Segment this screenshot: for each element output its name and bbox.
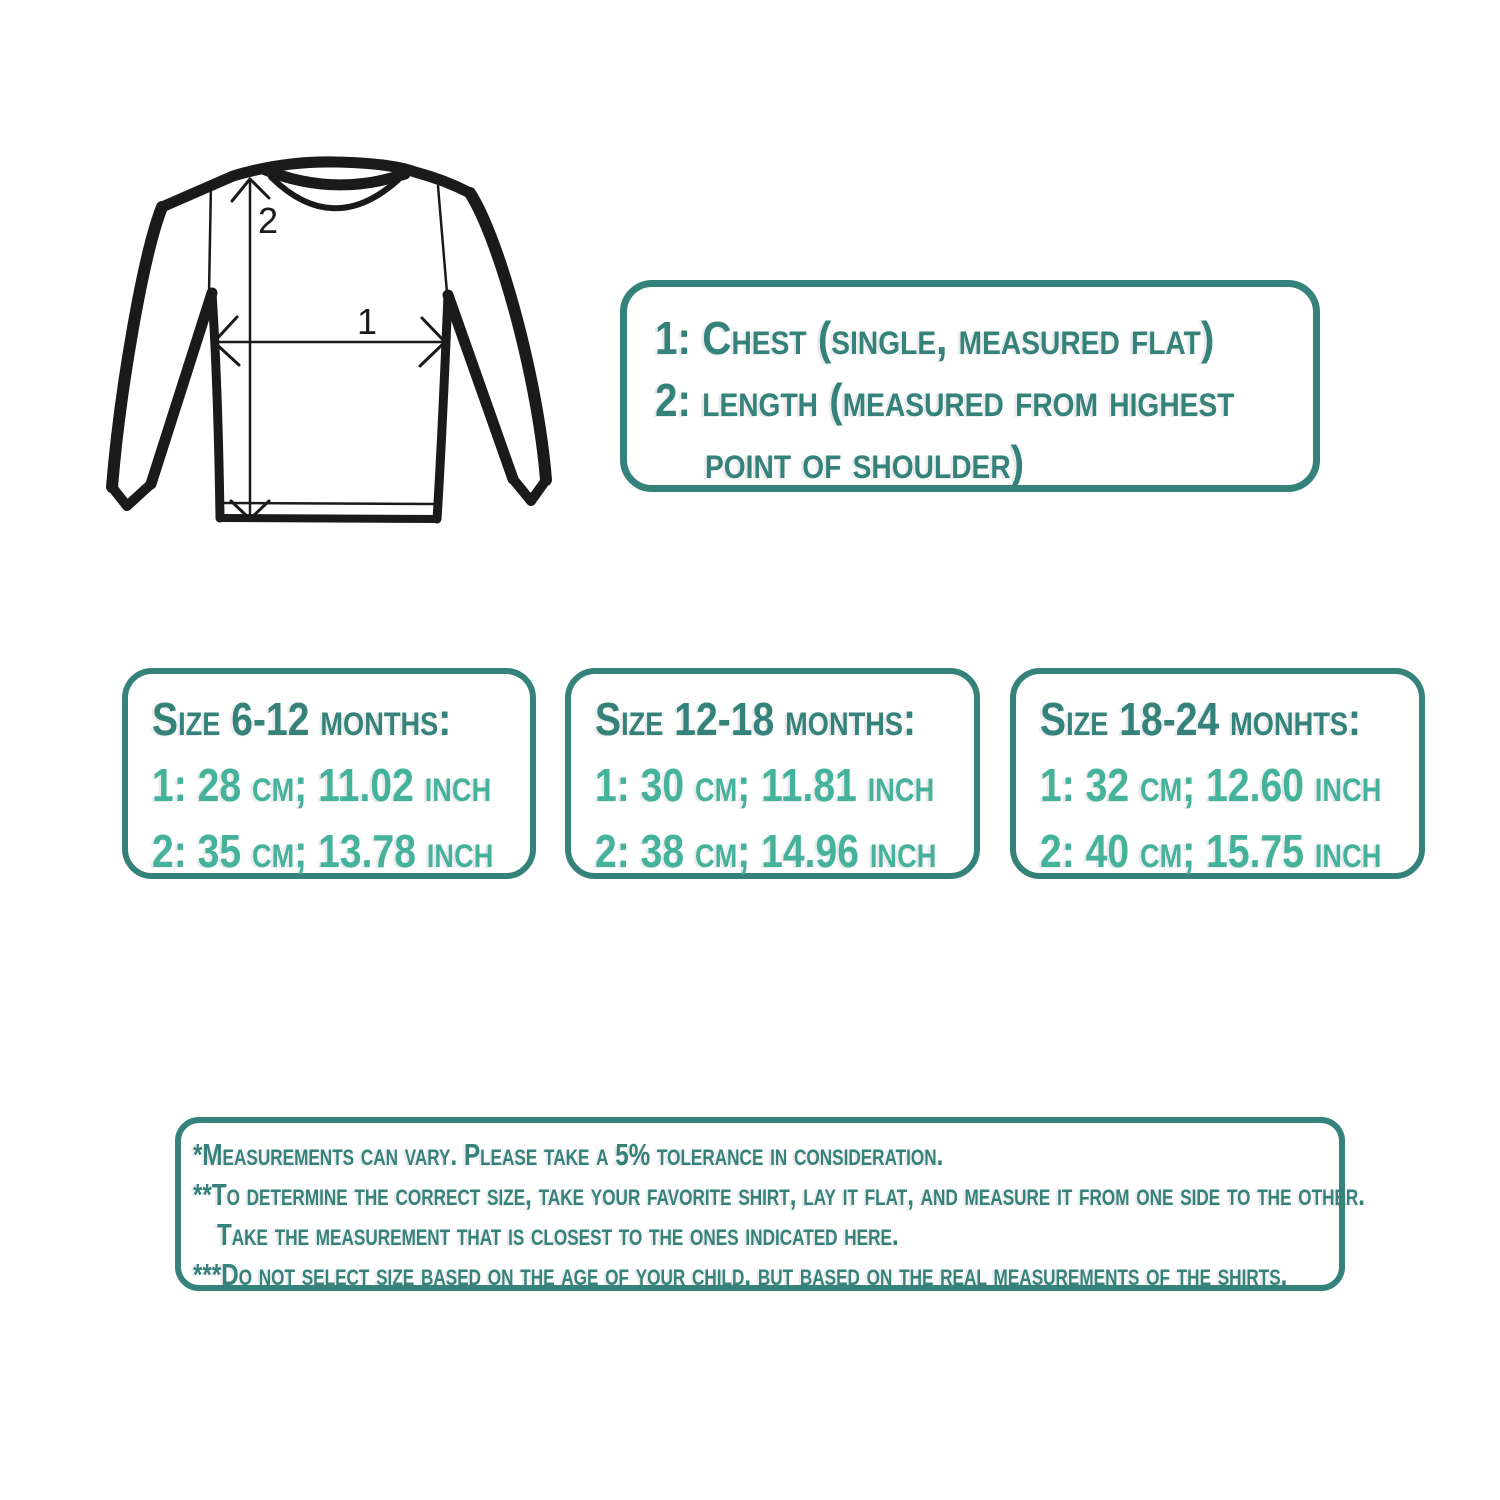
collar-neck-arc bbox=[263, 169, 405, 185]
body-right-edge bbox=[437, 295, 448, 519]
right-sleeve-inner-edge bbox=[448, 295, 513, 479]
left-sleeve-outer-edge bbox=[112, 207, 162, 487]
size-box-chest-value: 1: 32 cm; 12.60 inch bbox=[1040, 759, 1382, 811]
left-cuff bbox=[112, 484, 151, 506]
footnote-age-warning: ***Do not select size based on the age of your child, but based on the real measurements of the shirts. bbox=[193, 1257, 1288, 1292]
length-measure-label: 2 bbox=[258, 200, 279, 241]
size-box-title: Size 6-12 months: bbox=[152, 693, 452, 745]
right-sleeve-outer-edge bbox=[470, 193, 546, 480]
footnotes-box bbox=[175, 1117, 1366, 1292]
body-left-edge bbox=[212, 293, 220, 518]
size-box-18-24-months bbox=[1010, 668, 1425, 879]
shirt-diagram bbox=[105, 150, 560, 540]
chest-measure-label: 1 bbox=[357, 301, 378, 342]
hem-seam-line bbox=[224, 503, 434, 504]
left-shoulder-seam-line bbox=[209, 183, 211, 293]
footnote-tolerance: *Measurements can vary. Please take a 5% tolerance in consideration. bbox=[193, 1137, 944, 1172]
size-box-length-value: 2: 40 cm; 15.75 inch bbox=[1040, 825, 1382, 877]
legend-line-length-cont: point of shoulder) bbox=[705, 436, 1025, 488]
legend-line-length: 2: length (measured from highest bbox=[655, 374, 1235, 426]
legend-line-chest: 1: Chest (single, measured flat) bbox=[655, 312, 1215, 364]
left-sleeve-inner-edge bbox=[151, 293, 212, 484]
legend-box bbox=[620, 280, 1320, 492]
size-box-chest-value: 1: 28 cm; 11.02 inch bbox=[152, 759, 492, 811]
footnote-how-to-measure-cont: Take the measurement that is closest to the ones indicated here. bbox=[217, 1217, 899, 1252]
size-box-length-value: 2: 38 cm; 14.96 inch bbox=[595, 825, 937, 877]
right-shoulder-seam-line bbox=[438, 186, 447, 293]
size-box-12-18-months bbox=[565, 668, 980, 879]
size-box-title: Size 12-18 months: bbox=[595, 693, 917, 745]
size-box-chest-value: 1: 30 cm; 11.81 inch bbox=[595, 759, 935, 811]
size-box-title: Size 18-24 monhts: bbox=[1040, 693, 1362, 745]
size-box-length-value: 2: 35 cm; 13.78 inch bbox=[152, 825, 494, 877]
size-box-6-12-months bbox=[122, 668, 536, 879]
footnote-how-to-measure: **To determine the correct size, take your favorite shirt, lay it flat, and measure it from one side to the other. bbox=[193, 1177, 1366, 1212]
